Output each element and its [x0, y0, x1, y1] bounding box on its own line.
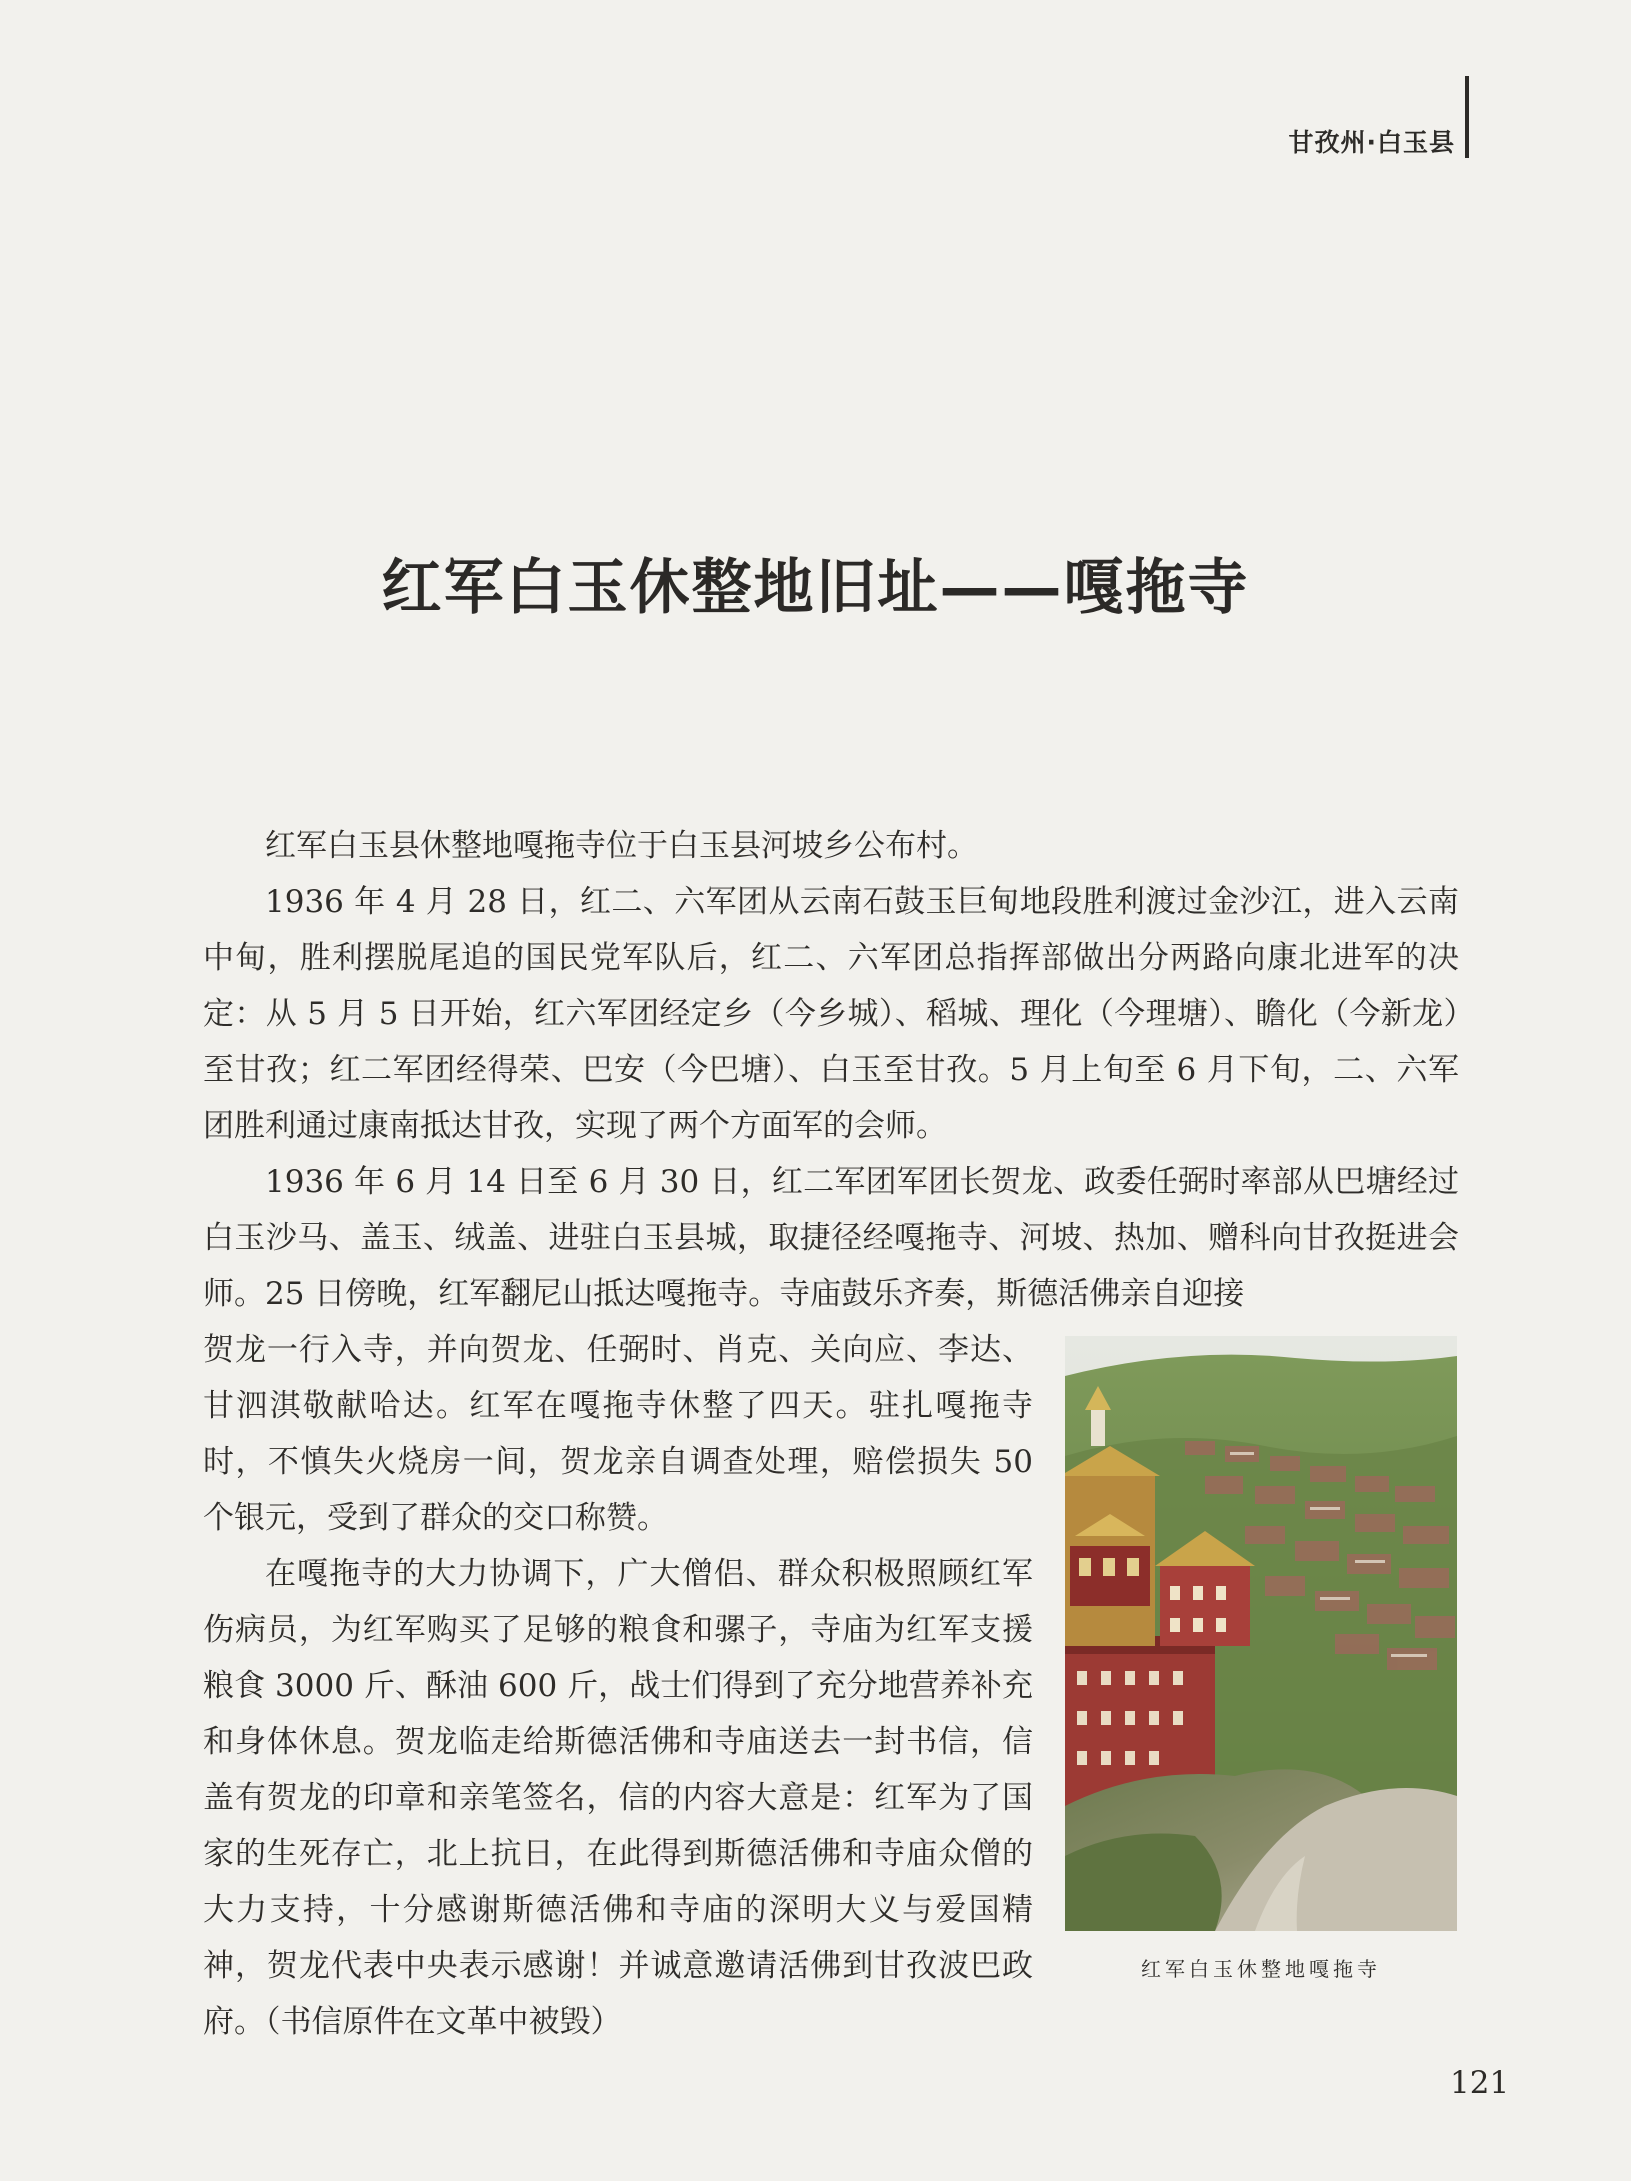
paragraph-2: 1936 年 4 月 28 日，红二、六军团从云南石鼓玉巨甸地段胜利渡过金沙江，进入云南中甸，胜利摆脱尾追的国民党军队后，红二、六军团总指挥部做出分两路向康北进军的决定：从 5 月 5 日开始，红六军团经定乡（今乡城）、稻城、理化（今理塘）、瞻化（今新龙）至甘孜；红二军团经得荣、巴安（今巴塘）、白玉至甘孜。5 月上旬至 6 月下旬，二、六军团胜利通过康南抵达甘孜，实现了两个方面军的会师。: [203, 884, 1459, 1144]
page-number: 121: [1450, 2065, 1510, 2101]
paragraph-1: 红军白玉县休整地嘎拖寺位于白玉县河坡乡公布村。: [265, 828, 978, 864]
paragraph-3-continued: 贺龙一行入寺，并向贺龙、任弼时、肖克、关向应、李达、甘泗淇敬献哈达。红军在嘎拖寺休整了四天。驻扎嘎拖寺时，不慎失火烧房一间，贺龙亲自调查处理，赔偿损失 50 个银元，受到了群众的交口称赞。: [203, 1332, 1033, 1536]
article-title: 红军白玉休整地旧址——嘎拖寺: [381, 553, 1250, 623]
running-header: [1289, 100, 1470, 156]
paragraph-3-full-width: 1936 年 6 月 14 日至 6 月 30 日，红二军团军团长贺龙、政委任弼时率部从巴塘经过白玉沙马、盖玉、绒盖、进驻白玉县城，取捷径经嘎拖寺、河坡、热加、赠科向甘孜挺进会师。25 日傍晚，红军翻尼山抵达嘎拖寺。寺庙鼓乐齐奏，斯德活佛亲自迎接: [203, 1164, 1459, 1312]
monastery-photo: [1065, 1336, 1457, 1931]
header-rule: [1465, 76, 1469, 158]
paragraph-4: 在嘎拖寺的大力协调下，广大僧侣、群众积极照顾红军伤病员，为红军购买了足够的粮食和骡子，寺庙为红军支援粮食 3000 斤、酥油 600 斤，战士们得到了充分地营养补充和身体休息。贺龙临走给斯德活佛和寺庙送去一封书信，信盖有贺龙的印章和亲笔签名，信的内容大意是：红军为了国家的生死存亡，北上抗日，在此得到斯德活佛和寺庙众僧的大力支持，十分感谢斯德活佛和寺庙的深明大义与爱国精神，贺龙代表中央表示感谢！并诚意邀请活佛到甘孜波巴政府。（书信原件在文革中被毁）: [203, 1556, 1033, 2040]
header-section-label: 甘孜州·白玉县: [1288, 128, 1455, 157]
photo-caption: 红军白玉休整地嘎拖寺: [1141, 1957, 1381, 1981]
photo-figure: [1065, 1336, 1457, 1982]
